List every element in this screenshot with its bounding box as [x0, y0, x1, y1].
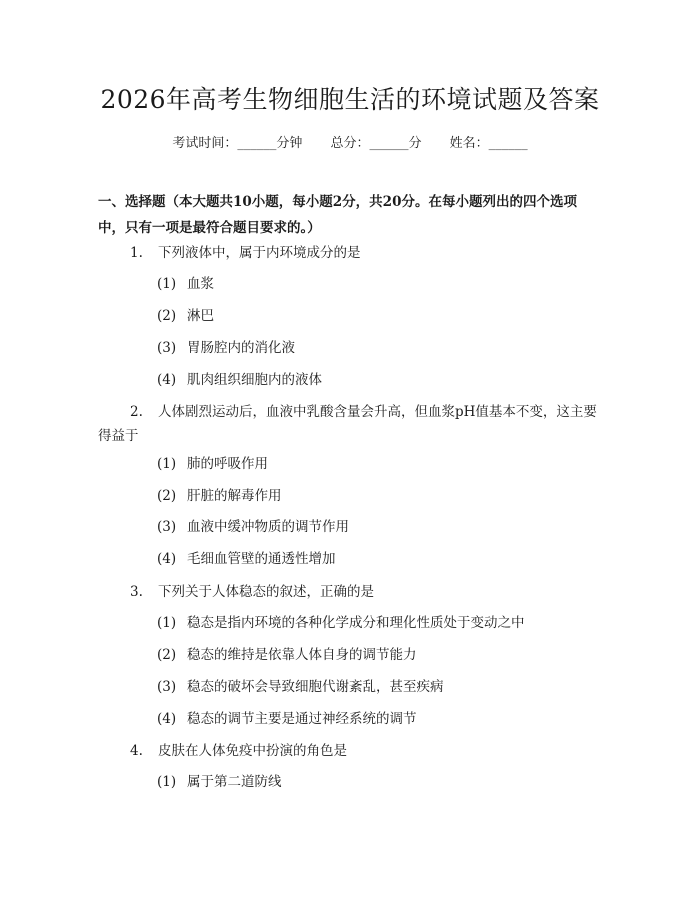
question-1	[98, 241, 598, 265]
question-3-option-1	[157, 613, 525, 633]
question-1-option-4	[157, 370, 322, 390]
option-text: 血液中缓冲物质的调节作用	[187, 519, 349, 535]
question-4	[98, 739, 598, 763]
option-label: (1)	[157, 615, 177, 631]
question-3-option-4	[157, 709, 417, 729]
option-label: (4)	[157, 551, 177, 567]
question-4-option-1	[157, 772, 282, 792]
option-text: 肝脏的解毒作用	[187, 488, 282, 504]
page-title: 2026年高考生物细胞生活的环境试题及答案	[100, 85, 600, 114]
option-label: (2)	[157, 647, 177, 663]
question-2	[98, 400, 598, 448]
section-heading: 一、选择题（本大题共10小题，每小题2分，共20分。在每小题列出的四个选项中，只有一项是最符合题目要求的。）	[98, 194, 577, 236]
question-number: 3.	[130, 584, 143, 600]
question-number: 2.	[130, 404, 143, 420]
option-text: 血浆	[187, 276, 214, 292]
option-label: (4)	[157, 711, 177, 727]
question-3-option-3	[157, 677, 444, 697]
option-text: 稳态的破坏会导致细胞代谢紊乱，甚至疾病	[187, 679, 444, 695]
option-label: (3)	[157, 340, 177, 356]
option-label: (4)	[157, 372, 177, 388]
exam-time: 考试时间：______分钟	[172, 136, 303, 151]
option-text: 毛细血管壁的通透性增加	[187, 551, 336, 567]
question-3	[98, 580, 598, 604]
option-text: 属于第二道防线	[187, 774, 282, 790]
question-text: 下列关于人体稳态的叙述，正确的是	[158, 584, 374, 600]
question-2-option-2	[157, 486, 282, 506]
option-label: (3)	[157, 679, 177, 695]
question-2-option-1	[157, 454, 268, 474]
option-label: (1)	[157, 774, 177, 790]
option-label: (1)	[157, 456, 177, 472]
option-text: 稳态的维持是依靠人体自身的调节能力	[187, 647, 417, 663]
option-label: (2)	[157, 308, 177, 324]
option-label: (2)	[157, 488, 177, 504]
question-number: 1.	[130, 245, 143, 261]
question-number: 4.	[130, 743, 143, 759]
question-text: 皮肤在人体免疫中扮演的角色是	[158, 743, 347, 759]
question-text: 下列液体中，属于内环境成分的是	[158, 245, 361, 261]
option-label: (1)	[157, 276, 177, 292]
question-3-option-2	[157, 645, 417, 665]
option-text: 稳态的调节主要是通过神经系统的调节	[187, 711, 417, 727]
exam-name-field: 姓名：______	[449, 136, 528, 151]
question-2-option-4	[157, 549, 336, 569]
question-1-option-3	[157, 338, 295, 358]
exam-total-score: 总分：______分	[330, 136, 422, 151]
option-text: 肺的呼吸作用	[187, 456, 268, 472]
exam-info	[0, 132, 700, 151]
question-text: 人体剧烈运动后，血液中乳酸含量会升高，但血浆pH值基本不变，这主要得益于	[98, 404, 597, 444]
question-1-option-2	[157, 306, 214, 326]
option-text: 肌肉组织细胞内的液体	[187, 372, 322, 388]
option-text: 稳态是指内环境的各种化学成分和理化性质处于变动之中	[187, 615, 525, 631]
option-label: (3)	[157, 519, 177, 535]
question-2-option-3	[157, 517, 349, 537]
option-text: 胃肠腔内的消化液	[187, 340, 295, 356]
option-text: 淋巴	[187, 308, 214, 324]
question-1-option-1	[157, 274, 214, 294]
